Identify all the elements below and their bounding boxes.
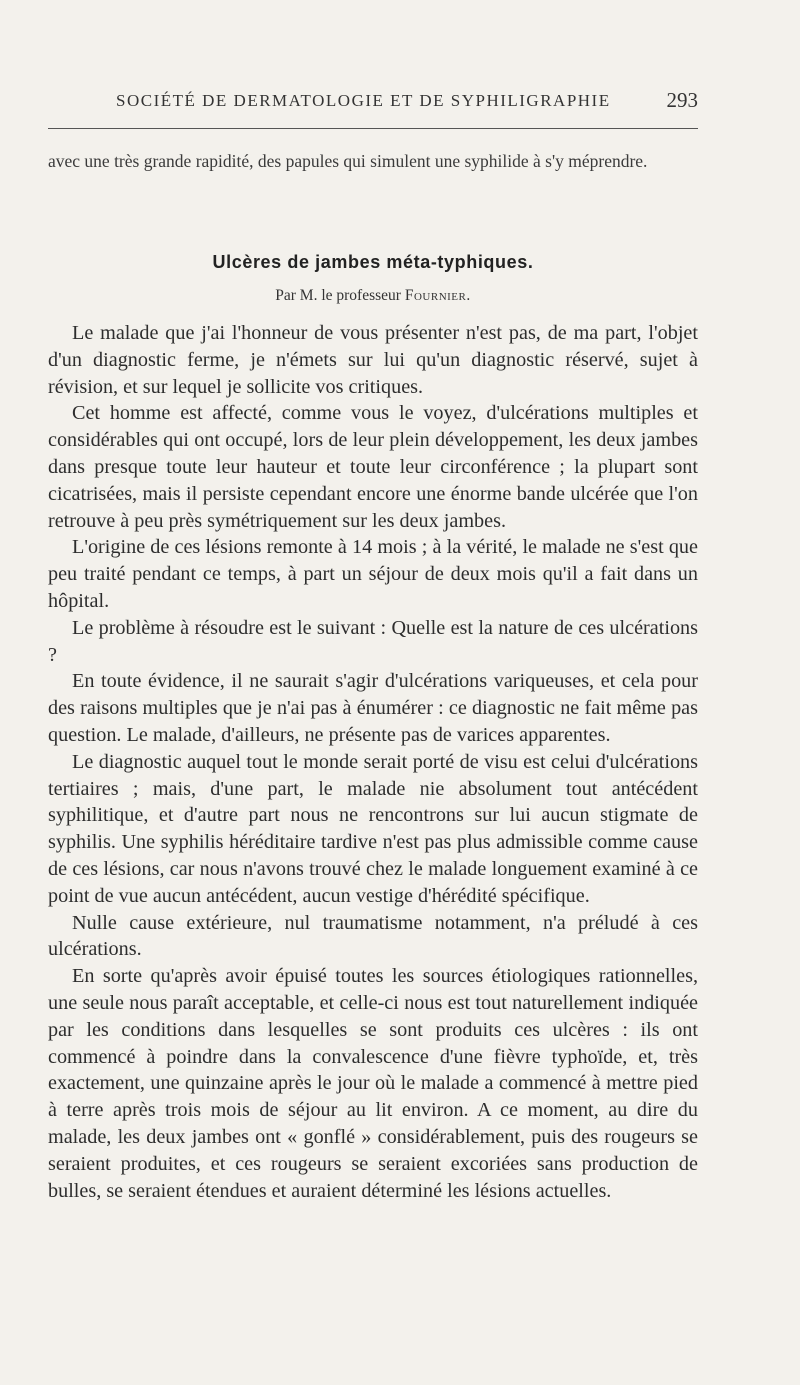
- paragraph: En sorte qu'après avoir épuisé toutes les sources étiologiques rationnelles, une seule nous paraît acceptable, et celle-ci nous est tout naturellement indiquée par les conditions dans lesquelles se sont produits ces ulcères : ils ont commencé à poindre dans la convalescence d'une fièvre typhoïde, et, très exactement, une quinzaine après le jour où le malade a commencé à mettre pied à terre après trois mois de séjour au lit environ. A ce moment, au dire du malade, les deux jambes ont « gonflé » considérablement, puis des rougeurs se seraient produites, et ces rougeurs se seraient excoriées sans production de bulles, se seraient étendues et auraient déterminé les lésions actuelles.: [48, 965, 698, 1202]
- paragraph: Le malade que j'ai l'honneur de vous présenter n'est pas, de ma part, l'objet d'un diagnostic ferme, je n'émets sur lui qu'un diagnostic réservé, sujet à révision, et sur lequel je sollicite vos critiques.: [48, 322, 698, 398]
- paragraph: Nulle cause extérieure, nul traumatisme notamment, n'a préludé à ces ulcérations.: [48, 911, 698, 961]
- paragraph: Le problème à résoudre est le suivant : Quelle est la nature de ces ulcérations ?: [48, 616, 698, 666]
- running-title: SOCIÉTÉ DE DERMATOLOGIE ET DE SYPHILIGRAPHIE: [116, 91, 611, 110]
- paragraph: L'origine de ces lésions remonte à 14 mois ; à la vérité, le malade ne s'est que peu traité pendant ce temps, à part un séjour de deux mois qu'il a fait dans un hôpital.: [48, 536, 698, 612]
- byline-prefix: Par M. le professeur: [275, 287, 401, 304]
- paragraph: En toute évidence, il ne saurait s'agir d'ulcérations variqueuses, et cela pour des raisons multiples que je n'ai pas à énumérer : ce diagnostic ne fait même pas question. Le malade, d'ailleurs, ne présente pas de varices apparentes.: [48, 670, 698, 746]
- carryover-text: [48, 148, 698, 174]
- article-title: Ulcères de jambes méta-typhiques.: [212, 252, 534, 272]
- carryover-paragraph: avec une très grande rapidité, des papules qui simulent une syphilide à s'y méprendre.: [48, 151, 648, 171]
- paragraph: Cet homme est affecté, comme vous le voyez, d'ulcérations multiples et considérables qui ont occupé, lors de leur plein développement, les deux jambes dans presque toute leur hauteur et toute leur circonférence ; la plupart sont cicatrisées, mais il persiste cependant encore une énorme bande ulcérée que l'on retrouve à peu près symétriquement sur les deux jambes.: [48, 402, 698, 532]
- paragraph: Le diagnostic auquel tout le monde serait porté de visu est celui d'ulcérations tertiaires ; mais, d'une part, le malade nie absolument tout antécédent syphilitique, et d'autre part nous ne rencontrons sur lui aucun stigmate de syphilis. Une syphilis héréditaire tardive n'est pas plus admissible comme cause de ces lésions, car nous n'avons trouvé chez le malade longuement examiné à ce point de vue aucun antécédent, aucun vestige d'hérédité spécifique.: [48, 750, 698, 907]
- article-body: [48, 320, 698, 1204]
- running-head: [48, 88, 698, 118]
- header-rule: [48, 128, 698, 129]
- byline: [48, 287, 698, 305]
- page-number: 293: [666, 88, 698, 112]
- byline-author: Fournier.: [404, 287, 471, 304]
